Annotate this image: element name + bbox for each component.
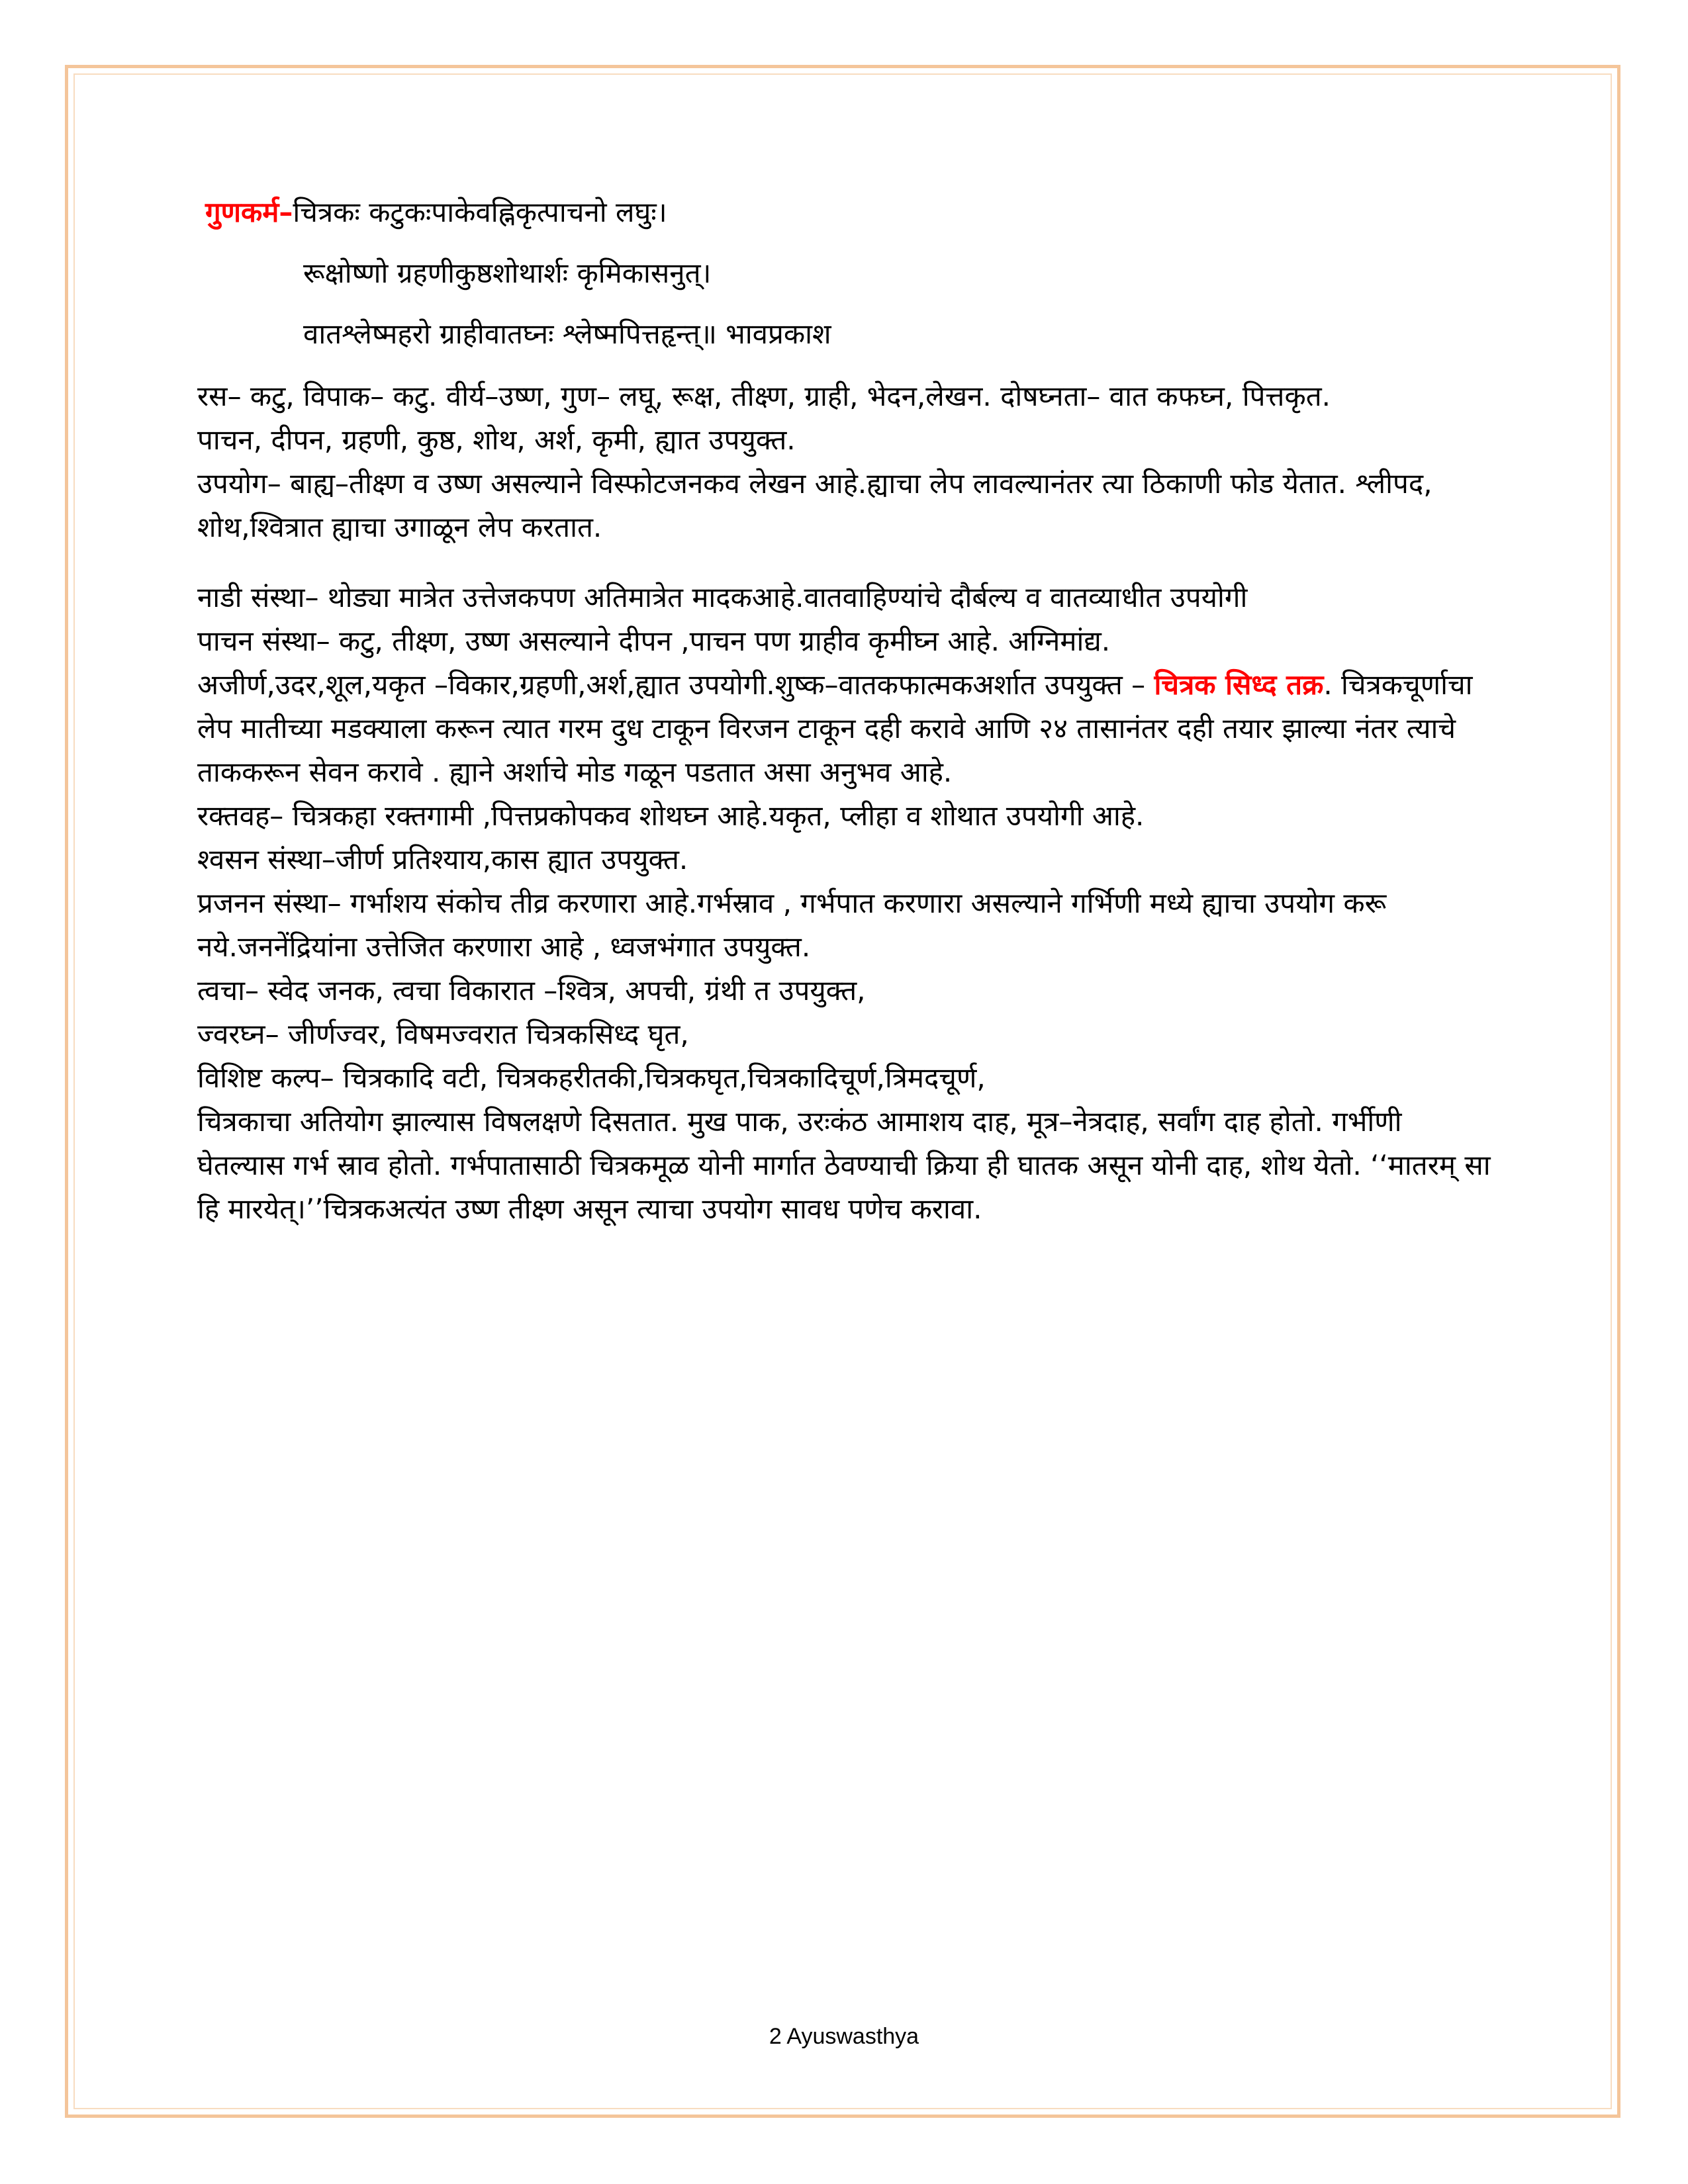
paragraph-shwasan: श्वसन संस्था–जीर्ण प्रतिश्याय,कास ह्यात उपयुक्त. [197, 843, 688, 876]
page-footer: 2 Ayuswasthya [769, 2024, 919, 2049]
verse-line-1 [197, 192, 1495, 233]
paragraph-ajirna [197, 663, 1495, 794]
paragraph-vishisht-kalpa: विशिष्ट कल्प– चित्रकादि वटी, चित्रकहरीतकी,चित्रकघृत,चित्रकादिचूर्ण,त्रिमदचूर्ण, [197, 1062, 986, 1094]
verse-line-3: वातश्लेष्महरो ग्राहीवातघ्नः श्लेष्मपित्तहृन्त्॥ भावप्रकाश [303, 318, 831, 350]
ajirna-text: अजीर्ण,उदर,शूल,यकृत –विकार,ग्रहणी,अर्श,ह्यात उपयोगी.शुष्क–वातकफात्मकअर्शात उपयुक्त – [197, 668, 1154, 701]
paragraph-pachan-sanstha: पाचन संस्था– कटु, तीक्ष्ण, उष्ण असल्याने दीपन ,पाचन पण ग्राहीव कृमीघ्न आहे. अग्निमांद्य. [197, 625, 1111, 657]
verse-text-1: चित्रकः कटुकःपाकेवह्निकृत्पाचनो लघुः। [293, 196, 667, 228]
paragraph-tvacha: त्वचा– स्वेद जनक, त्वचा विकारात –श्वित्र, अपची, ग्रंथी त उपयुक्त, [197, 974, 866, 1007]
paragraph-nadi: नाडी संस्था– थोड्या मात्रेत उत्तेजकपण अतिमात्रेत मादकआहे.वातवाहिण्यांचे दौर्बल्य व वातव्याधीत उपयोगी [197, 581, 1248, 614]
verse-line-2: रूक्षोष्णो ग्रहणीकुष्ठशोथार्शः कृमिकासनुत्। [303, 257, 712, 289]
chitrak-siddha-takra: चित्रक सिध्द तक्र [1154, 668, 1324, 701]
paragraph-rasa: रस– कटु, विपाक– कटु. वीर्य–उष्ण, गुण– लघू, रूक्ष, तीक्ष्ण, ग्राही, भेदन,लेखन. दोषघ्नता– वात कफघ्न, पित्तकृत. [197, 380, 1331, 412]
paragraph-pachan-list: पाचन, दीपन, ग्रहणी, कुष्ठ, शोथ, अर्श, कृमी, ह्यात उपयुक्त. [197, 424, 796, 456]
paragraph-raktavah: रक्तवह– चित्रकहा रक्तगामी ,पित्तप्रकोपकव शोथघ्न आहे.यकृत, प्लीहा व शोथात उपयोगी आहे. [197, 799, 1145, 832]
paragraph-upayog: उपयोग– बाह्य–तीक्ष्ण व उष्ण असल्याने विस्फोटजनकव लेखन आहे.ह्याचा लेप लावल्यानंतर त्या ठिकाणी फोड येतात. श्लीपद, शोथ,श्वित्रात ह्याचा उगाळून लेप करतात. [197, 467, 1432, 543]
paragraph-atiyog: चित्रकाचा अतियोग झाल्यास विषलक्षणे दिसतात. मुख पाक, उरःकंठ आमाशय दाह, मूत्र–नेत्रदाह, सर्वांग दाह होतो. गर्भीणी घेतल्यास गर्भ स्राव होतो. गर्भपातासाठी चित्रकमूळ योनी मार्गात ठेवण्याची क्रिया ही घातक असून योनी दाह, शोथ येतो. ‘‘मातरम् सा हि मारयेत्।’’चित्रकअत्यंत उष्ण तीक्ष्ण असून त्याचा उपयोग सावध पणेच करावा. [197, 1105, 1491, 1225]
ajirna-continuation: . चित्रकचूर्णाचा लेप मातीच्या मडक्याला करून त्यात गरम दुध टाकून विरजन टाकून दही करावे आणि २४ तासानंतर दही तयार झाल्या नंतर त्याचे ताककरून सेवन करावे . ह्याने अर्शाचे मोड गळून पडतात असा अनुभव आहे. [197, 668, 1473, 788]
paragraph-jvarghna: ज्वरघ्न– जीर्णज्वर, विषमज्वरात चित्रकसिध्द घृत, [197, 1018, 689, 1050]
page-content [197, 192, 1495, 1231]
paragraph-prajanan: प्रजनन संस्था– गर्भाशय संकोच तीव्र करणारा आहे.गर्भस्राव , गर्भपात करणारा असल्याने गर्भिणी मध्ये ह्याचा उपयोग करू नये.जननेंद्रियांना उत्तेजित करणारा आहे , ध्वजभंगात उपयुक्त. [197, 887, 1387, 963]
gunkarma-label: गुणकर्म– [205, 196, 293, 228]
